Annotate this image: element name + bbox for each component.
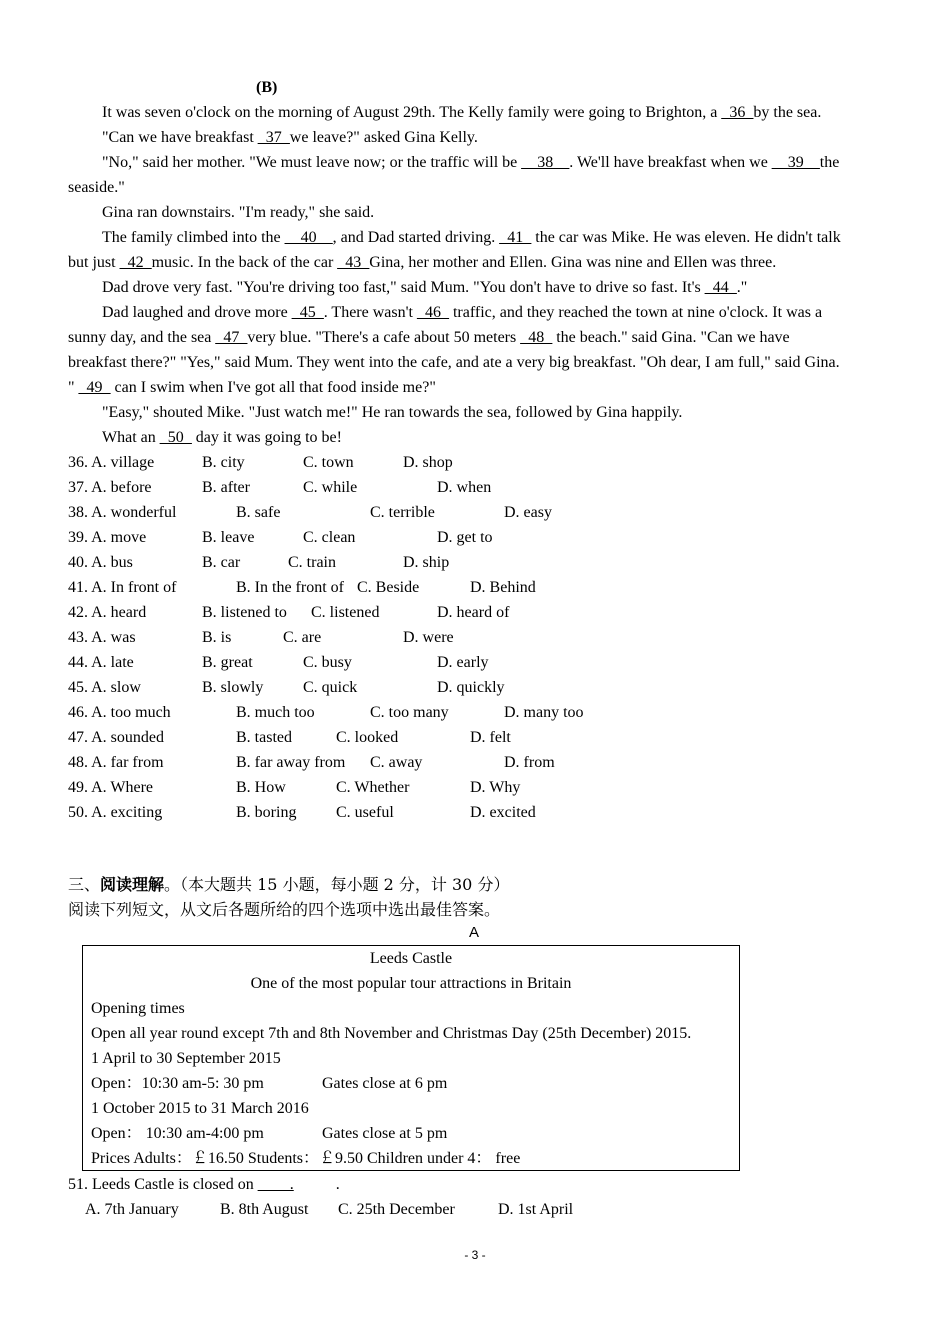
blank-45: _45_ — [291, 304, 324, 321]
section-heading: (B) — [256, 79, 278, 96]
opening-note: Open all year round except 7th and 8th November and Christmas Day (25th December) 2015. — [91, 1025, 692, 1042]
section-instruction: 阅读下列短文，从文后各题所给的四个选项中选出最佳答案。 — [68, 900, 501, 919]
option-a: 41. A. In front of — [68, 579, 177, 596]
passage-letter: A — [469, 924, 480, 941]
text: music. In the back of the car — [151, 254, 338, 271]
option-b: B. leave — [202, 529, 255, 546]
paragraph-line — [102, 150, 881, 175]
paragraph-line — [68, 250, 776, 275]
option-c: C. are — [283, 629, 322, 646]
option-c: C. too many — [370, 704, 449, 721]
text: by the sea. — [753, 104, 822, 121]
question-text: 51. Leeds Castle is closed on — [68, 1176, 258, 1193]
text: Gina, her mother and Ellen. Gina was nine and Ellen was three. — [369, 254, 777, 271]
option-a: 43. A. was — [68, 629, 136, 646]
option-a: 39. A. move — [68, 529, 147, 546]
section-number: 三、 — [68, 875, 101, 894]
question-51-stem — [68, 1172, 340, 1197]
blank-43: _43_ — [337, 254, 370, 271]
option-a: 37. A. before — [68, 479, 152, 496]
option-d: D. Why — [470, 779, 521, 796]
option-b: B. tasted — [236, 729, 292, 746]
blank-51: ____. — [257, 1176, 294, 1193]
option-d: D. from — [504, 754, 555, 771]
prices-line: Prices Adults：￡16.50 Students：￡9.50 Children under 4： free — [91, 1150, 521, 1167]
text: very blue. "There's a cafe about 50 meters — [247, 329, 521, 346]
paragraph-line — [102, 225, 841, 250]
section-score-note: 。（本大题共 15 小题，每小题 2 分，计 30 分） — [164, 875, 510, 894]
option-b: B. boring — [236, 804, 297, 821]
option-d: D. shop — [403, 454, 453, 471]
notice-subtitle: One of the most popular tour attractions in Britain — [250, 975, 572, 992]
paragraph-line — [102, 425, 342, 450]
option-a: 38. A. wonderful — [68, 504, 177, 521]
question-end: . — [335, 1176, 340, 1193]
option-c: C. clean — [303, 529, 356, 546]
paragraph-line — [68, 325, 790, 350]
blank-36: _36_ — [721, 104, 754, 121]
option-c: C. town — [303, 454, 354, 471]
text: sunny day, and the sea — [68, 329, 216, 346]
winter-open-hours: Open： 10:30 am-4:00 pm — [91, 1125, 264, 1142]
option-c: C. quick — [303, 679, 358, 696]
option-b: B. after — [202, 479, 250, 496]
option-b: B. much too — [236, 704, 315, 721]
option-d: D. heard of — [437, 604, 510, 621]
option-b: B. slowly — [202, 679, 264, 696]
paragraph-line: breakfast there?" "Yes," said Mum. They went into the cafe, and ate a very big breakfast. "Oh dear, I am full," said Gina. — [68, 354, 840, 371]
option-d: D. early — [437, 654, 489, 671]
text: Dad drove very fast. "You're driving too fast," said Mum. "You don't have to drive so fast. It's — [102, 279, 705, 296]
option-a: 45. A. slow — [68, 679, 141, 696]
paragraph-line — [102, 300, 822, 325]
text: traffic, and they reached the town at nine o'clock. It was a — [448, 304, 823, 321]
section-name: 阅读理解 — [100, 875, 165, 894]
text: we leave?" asked Gina Kelly. — [289, 129, 478, 146]
option-a: 46. A. too much — [68, 704, 171, 721]
blank-48: _48_ — [520, 329, 553, 346]
option-c: C. terrible — [370, 504, 435, 521]
option-c: C. useful — [336, 804, 394, 821]
section-title — [68, 872, 509, 897]
option-c: C. 25th December — [338, 1201, 455, 1218]
text: the — [819, 154, 840, 171]
option-d: D. were — [403, 629, 454, 646]
text: , and Dad started driving. — [332, 229, 500, 246]
option-b: B. How — [236, 779, 286, 796]
text: " — [68, 379, 79, 396]
paragraph-line — [102, 100, 821, 125]
blank-46: _46_ — [416, 304, 449, 321]
option-a: 42. A. heard — [68, 604, 147, 621]
winter-period: 1 October 2015 to 31 March 2016 — [91, 1100, 309, 1117]
option-d: D. many too — [504, 704, 584, 721]
summer-period: 1 April to 30 September 2015 — [91, 1050, 281, 1067]
option-a: A. 7th January — [85, 1201, 179, 1218]
option-a: 48. A. far from — [68, 754, 164, 771]
option-c: C. while — [303, 479, 358, 496]
option-d: D. Behind — [470, 579, 536, 596]
option-a: 40. A. bus — [68, 554, 133, 571]
option-a: 49. A. Where — [68, 779, 154, 796]
text: the beach." said Gina. "Can we have — [552, 329, 790, 346]
paragraph-line: "Easy," shouted Mike. "Just watch me!" He ran towards the sea, followed by Gina happily. — [102, 404, 683, 421]
option-d: D. quickly — [437, 679, 505, 696]
text: ." — [736, 279, 748, 296]
option-b: B. In the front of — [236, 579, 344, 596]
option-b: B. safe — [236, 504, 281, 521]
option-c: C. Beside — [357, 579, 420, 596]
paragraph-line — [102, 125, 478, 150]
option-a: 50. A. exciting — [68, 804, 163, 821]
option-c: C. away — [370, 754, 423, 771]
option-d: D. excited — [470, 804, 536, 821]
text: "No," said her mother. "We must leave now; or the traffic will be — [102, 154, 522, 171]
summer-open-hours: Open：10:30 am-5: 30 pm — [91, 1075, 264, 1092]
opening-times-label: Opening times — [91, 1000, 185, 1017]
option-c: C. train — [288, 554, 336, 571]
leeds-castle-notice — [82, 945, 740, 1171]
option-b: B. car — [202, 554, 241, 571]
option-b: B. far away from — [236, 754, 346, 771]
option-c: C. Whether — [336, 779, 410, 796]
option-d: D. ship — [403, 554, 450, 571]
option-b: B. is — [202, 629, 232, 646]
blank-38: __38__ — [521, 154, 570, 171]
text: What an — [102, 429, 160, 446]
text: It was seven o'clock on the morning of August 29th. The Kelly family were going to Brighton, a — [102, 104, 722, 121]
summer-gates-close: Gates close at 6 pm — [322, 1075, 448, 1092]
blank-41: _41_ — [499, 229, 532, 246]
blank-47: _47_ — [215, 329, 248, 346]
option-a: 44. A. late — [68, 654, 134, 671]
option-b: B. listened to — [202, 604, 287, 621]
option-a: 47. A. sounded — [68, 729, 164, 746]
option-b: B. great — [202, 654, 253, 671]
text: Dad laughed and drove more — [102, 304, 292, 321]
text: "Can we have breakfast — [102, 129, 258, 146]
option-d: D. 1st April — [498, 1201, 574, 1218]
blank-44: _44_ — [704, 279, 737, 296]
paragraph-line: Gina ran downstairs. "I'm ready," she said. — [102, 204, 375, 221]
option-a: 36. A. village — [68, 454, 155, 471]
text: . We'll have breakfast when we — [569, 154, 772, 171]
option-b: B. city — [202, 454, 245, 471]
paragraph-line: seaside." — [68, 179, 125, 196]
blank-40: __40__ — [284, 229, 333, 246]
paragraph-line — [68, 375, 436, 400]
option-d: D. felt — [470, 729, 511, 746]
option-d: D. easy — [504, 504, 552, 521]
blank-50: _50_ — [159, 429, 192, 446]
option-d: D. when — [437, 479, 492, 496]
page-number: - 3 - — [464, 1248, 486, 1262]
option-d: D. get to — [437, 529, 493, 546]
paragraph-line — [102, 275, 747, 300]
notice-title: Leeds Castle — [369, 950, 453, 967]
blank-37: _37_ — [257, 129, 290, 146]
text: but just — [68, 254, 120, 271]
text: The family climbed into the — [102, 229, 285, 246]
option-c: C. listened — [311, 604, 380, 621]
text: . There wasn't — [323, 304, 417, 321]
option-b: B. 8th August — [220, 1201, 309, 1218]
winter-gates-close: Gates close at 5 pm — [322, 1125, 448, 1142]
blank-39: __39__ — [771, 154, 820, 171]
option-c: C. looked — [336, 729, 399, 746]
blank-42: _42_ — [119, 254, 152, 271]
option-c: C. busy — [303, 654, 352, 671]
text: can I swim when I've got all that food inside me?" — [110, 379, 436, 396]
blank-49: _49_ — [78, 379, 111, 396]
text: day it was going to be! — [191, 429, 342, 446]
text: the car was Mike. He was eleven. He didn't talk — [531, 229, 841, 246]
